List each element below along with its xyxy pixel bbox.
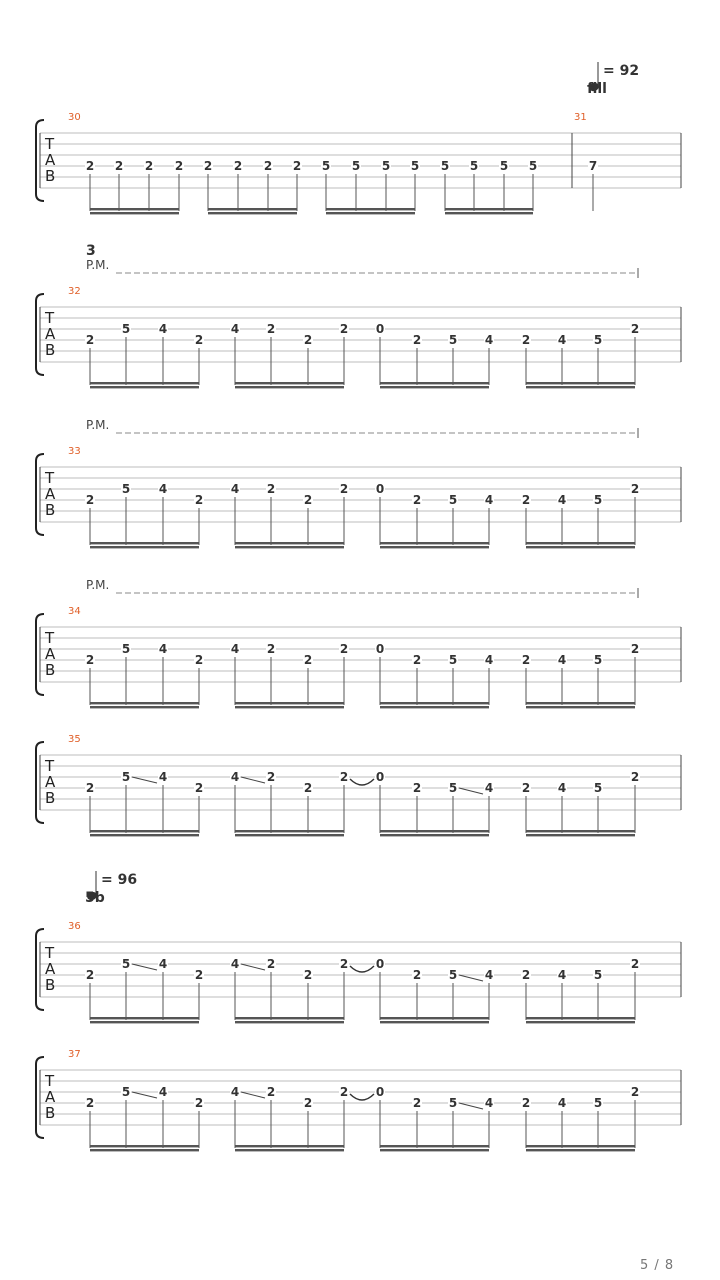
fret-number: 5 xyxy=(593,493,603,507)
fret-number: 2 xyxy=(630,1085,640,1099)
page-number: 5 / 8 xyxy=(640,1258,675,1273)
fret-number: 2 xyxy=(266,322,276,336)
beam-primary xyxy=(380,1145,489,1147)
fret-number: 2 xyxy=(174,159,184,173)
fret-number: 4 xyxy=(557,1096,567,1110)
fret-number: 5 xyxy=(528,159,538,173)
beam-primary xyxy=(326,208,415,210)
beam-primary xyxy=(208,208,297,210)
fret-number: 2 xyxy=(339,322,349,336)
beam-primary xyxy=(526,830,635,832)
fret-number: 2 xyxy=(266,642,276,656)
fret-number: 2 xyxy=(630,770,640,784)
palm-mute-label: P.M. xyxy=(86,418,110,432)
tab-clef-letter: B xyxy=(45,341,56,359)
fret-number: 5 xyxy=(448,1096,458,1110)
fret-number: 5 xyxy=(121,322,131,336)
tab-clef-letter: B xyxy=(45,789,56,807)
fret-number: 2 xyxy=(233,159,243,173)
fret-number: 2 xyxy=(292,159,302,173)
tab-clef-letter: T xyxy=(45,629,55,647)
beam-primary xyxy=(445,208,533,210)
fret-number: 2 xyxy=(412,968,422,982)
beam-primary xyxy=(235,830,344,832)
beam-secondary xyxy=(235,1149,344,1151)
tempo-mark-2: = 96 xyxy=(101,872,138,888)
fret-number: 5 xyxy=(440,159,450,173)
fret-number: 2 xyxy=(85,968,95,982)
fret-number: 4 xyxy=(230,482,240,496)
fret-number: 2 xyxy=(114,159,124,173)
tab-clef-letter: B xyxy=(45,661,56,679)
fret-number: 5 xyxy=(448,968,458,982)
fret-number: 5 xyxy=(593,968,603,982)
beam-primary xyxy=(380,382,489,384)
tie-arc xyxy=(350,1094,374,1100)
beam-secondary xyxy=(380,386,489,388)
fret-number: 4 xyxy=(484,1096,494,1110)
beam-primary xyxy=(235,1145,344,1147)
fret-number: 4 xyxy=(230,770,240,784)
fret-number: 4 xyxy=(484,493,494,507)
beam-secondary xyxy=(526,1021,635,1023)
slide-line xyxy=(459,975,483,981)
beam-secondary xyxy=(380,834,489,836)
fret-number: 2 xyxy=(303,653,313,667)
fret-number: 5 xyxy=(593,333,603,347)
tab-clef-letter: A xyxy=(45,960,56,978)
beam-primary xyxy=(90,1145,199,1147)
tab-clef-letter: A xyxy=(45,151,56,169)
measure-number: 35 xyxy=(68,734,81,745)
fret-number: 2 xyxy=(144,159,154,173)
slide-line xyxy=(459,1103,483,1109)
slide-line xyxy=(459,788,483,794)
fret-number: 4 xyxy=(484,781,494,795)
beam-secondary xyxy=(90,212,179,214)
fret-number: 4 xyxy=(158,1085,168,1099)
fret-number: 5 xyxy=(121,482,131,496)
fret-number: 4 xyxy=(158,322,168,336)
fret-number: 4 xyxy=(230,642,240,656)
beam-secondary xyxy=(526,546,635,548)
fret-number: 4 xyxy=(230,957,240,971)
beam-secondary xyxy=(90,546,199,548)
fret-number: 0 xyxy=(375,642,385,656)
measure-number: 32 xyxy=(68,286,81,297)
fret-number: 2 xyxy=(630,957,640,971)
fret-number: 2 xyxy=(412,653,422,667)
tab-clef-letter: T xyxy=(45,757,55,775)
beam-primary xyxy=(380,702,489,704)
beam-primary xyxy=(90,208,179,210)
fret-number: 4 xyxy=(158,957,168,971)
fret-number: 2 xyxy=(303,493,313,507)
measure-number: 37 xyxy=(68,1049,81,1060)
measure-number: 33 xyxy=(68,446,81,457)
fret-number: 4 xyxy=(484,653,494,667)
fret-number: 5 xyxy=(448,653,458,667)
fret-number: 0 xyxy=(375,770,385,784)
tab-clef-letter: B xyxy=(45,167,56,185)
fret-number: 2 xyxy=(266,482,276,496)
fret-number: 2 xyxy=(521,968,531,982)
fret-number: 4 xyxy=(158,770,168,784)
fret-number: 2 xyxy=(630,322,640,336)
beam-primary xyxy=(235,382,344,384)
measure-number: 34 xyxy=(68,606,81,617)
fret-number: 2 xyxy=(412,781,422,795)
beam-secondary xyxy=(380,546,489,548)
beam-primary xyxy=(90,542,199,544)
tab-clef-letter: T xyxy=(45,309,55,327)
tab-clef-letter: B xyxy=(45,976,56,994)
beam-secondary xyxy=(235,706,344,708)
fret-number: 2 xyxy=(303,781,313,795)
fret-number: 2 xyxy=(630,482,640,496)
fret-number: 2 xyxy=(412,333,422,347)
fret-number: 2 xyxy=(521,333,531,347)
tab-clef-letter: B xyxy=(45,501,56,519)
fret-number: 2 xyxy=(339,1085,349,1099)
beam-primary xyxy=(526,1145,635,1147)
fret-number: 2 xyxy=(339,770,349,784)
beam-secondary xyxy=(526,386,635,388)
beam-secondary xyxy=(235,1021,344,1023)
fret-number: 5 xyxy=(593,1096,603,1110)
tie-arc xyxy=(350,966,374,972)
fret-number: 5 xyxy=(410,159,420,173)
beam-secondary xyxy=(235,546,344,548)
fret-number: 2 xyxy=(194,968,204,982)
tab-clef-letter: T xyxy=(45,1072,55,1090)
fret-number: 2 xyxy=(266,957,276,971)
fret-number: 0 xyxy=(375,322,385,336)
fret-number: 2 xyxy=(412,1096,422,1110)
fret-number: 4 xyxy=(557,968,567,982)
palm-mute-label: P.M. xyxy=(86,578,110,592)
fret-number: 4 xyxy=(484,968,494,982)
fret-number: 5 xyxy=(381,159,391,173)
fret-number: 2 xyxy=(521,1096,531,1110)
fret-number: 2 xyxy=(194,653,204,667)
beam-secondary xyxy=(235,386,344,388)
fret-number: 2 xyxy=(85,333,95,347)
fret-number: 2 xyxy=(85,1096,95,1110)
measure-number: 36 xyxy=(68,921,81,932)
fret-number: 5 xyxy=(593,781,603,795)
beam-primary xyxy=(526,542,635,544)
slide-line xyxy=(132,777,157,783)
tab-clef-letter: A xyxy=(45,645,56,663)
fret-number: 5 xyxy=(321,159,331,173)
fret-number: 5 xyxy=(121,957,131,971)
fret-number: 4 xyxy=(557,653,567,667)
fret-number: 2 xyxy=(266,770,276,784)
fret-number: 2 xyxy=(263,159,273,173)
fret-number: 5 xyxy=(351,159,361,173)
tab-clef-letter: A xyxy=(45,325,56,343)
fret-number: 2 xyxy=(521,493,531,507)
beam-secondary xyxy=(235,834,344,836)
beam-secondary xyxy=(90,1021,199,1023)
beam-secondary xyxy=(380,706,489,708)
beam-secondary xyxy=(90,1149,199,1151)
fret-number: 2 xyxy=(412,493,422,507)
tempo-label-1: fill xyxy=(587,81,607,97)
beam-secondary xyxy=(445,212,533,214)
fret-number: 2 xyxy=(85,159,95,173)
beam-primary xyxy=(235,702,344,704)
fret-number: 5 xyxy=(448,781,458,795)
beam-primary xyxy=(380,830,489,832)
fret-number: 0 xyxy=(375,957,385,971)
fret-number: 5 xyxy=(593,653,603,667)
beam-primary xyxy=(90,702,199,704)
beam-primary xyxy=(90,830,199,832)
beam-secondary xyxy=(90,834,199,836)
beam-secondary xyxy=(380,1021,489,1023)
tempo-mark-1: = 92 xyxy=(603,63,640,79)
tie-arc xyxy=(350,779,374,785)
fret-number: 2 xyxy=(194,333,204,347)
slide-line xyxy=(132,964,157,970)
tab-clef-letter: T xyxy=(45,135,55,153)
beam-primary xyxy=(90,1017,199,1019)
beam-secondary xyxy=(90,386,199,388)
fret-number: 5 xyxy=(448,493,458,507)
beam-secondary xyxy=(90,706,199,708)
fret-number: 4 xyxy=(557,333,567,347)
fret-number: 2 xyxy=(194,493,204,507)
beam-primary xyxy=(526,382,635,384)
measure-number: 30 xyxy=(68,112,81,123)
fret-number: 2 xyxy=(194,1096,204,1110)
measure-number: 31 xyxy=(574,112,587,123)
fret-number: 2 xyxy=(521,781,531,795)
slide-line xyxy=(132,1092,157,1098)
fret-number: 0 xyxy=(375,1085,385,1099)
beam-primary xyxy=(90,382,199,384)
palm-mute-label: P.M. xyxy=(86,258,110,272)
fret-number: 2 xyxy=(630,642,640,656)
slide-line xyxy=(241,1092,265,1098)
beam-primary xyxy=(526,1017,635,1019)
fret-number: 2 xyxy=(521,653,531,667)
fret-number: 2 xyxy=(85,493,95,507)
fret-number: 4 xyxy=(557,781,567,795)
fret-number: 5 xyxy=(499,159,509,173)
fret-number: 2 xyxy=(85,781,95,795)
fret-number: 2 xyxy=(303,333,313,347)
tab-clef-letter: T xyxy=(45,944,55,962)
fret-number: 5 xyxy=(121,770,131,784)
tab-clef-letter: A xyxy=(45,485,56,503)
tab-clef-letter: A xyxy=(45,773,56,791)
beam-primary xyxy=(235,542,344,544)
fret-number: 2 xyxy=(339,482,349,496)
fret-number: 4 xyxy=(557,493,567,507)
fret-number: 2 xyxy=(203,159,213,173)
fret-number: 0 xyxy=(375,482,385,496)
beam-primary xyxy=(526,702,635,704)
fret-number: 5 xyxy=(121,642,131,656)
beam-primary xyxy=(235,1017,344,1019)
fret-number: 2 xyxy=(303,1096,313,1110)
fret-number: 2 xyxy=(266,1085,276,1099)
tab-clef-letter: B xyxy=(45,1104,56,1122)
slide-line xyxy=(241,964,265,970)
fret-number: 2 xyxy=(339,957,349,971)
fret-number: 2 xyxy=(303,968,313,982)
beam-secondary xyxy=(526,834,635,836)
beam-secondary xyxy=(380,1149,489,1151)
fret-number: 4 xyxy=(484,333,494,347)
beam-primary xyxy=(380,1017,489,1019)
beam-secondary xyxy=(526,706,635,708)
fret-number: 5 xyxy=(121,1085,131,1099)
fret-number: 4 xyxy=(230,1085,240,1099)
fret-number: 2 xyxy=(85,653,95,667)
fret-number: 2 xyxy=(339,642,349,656)
tab-clef-letter: T xyxy=(45,469,55,487)
fret-number: 2 xyxy=(194,781,204,795)
fret-number: 7 xyxy=(588,159,598,173)
tuplet-mark: 3 xyxy=(86,243,96,259)
fret-number: 5 xyxy=(448,333,458,347)
beam-secondary xyxy=(326,212,415,214)
beam-secondary xyxy=(208,212,297,214)
slide-line xyxy=(241,777,265,783)
fret-number: 4 xyxy=(158,642,168,656)
fret-number: 5 xyxy=(469,159,479,173)
beam-secondary xyxy=(526,1149,635,1151)
fret-number: 4 xyxy=(230,322,240,336)
fret-number: 4 xyxy=(158,482,168,496)
tab-clef-letter: A xyxy=(45,1088,56,1106)
tempo-label-2: 5b xyxy=(85,890,105,906)
beam-primary xyxy=(380,542,489,544)
